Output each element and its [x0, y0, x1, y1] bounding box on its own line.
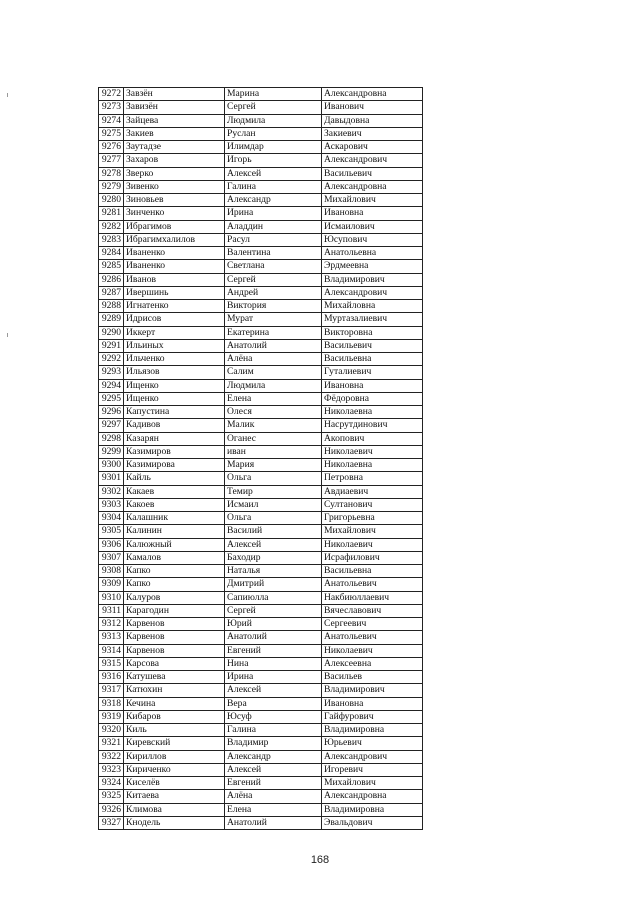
row-number-cell: 9299 — [99, 445, 124, 458]
patronymic-cell: Ивановна — [322, 207, 423, 220]
first-name-cell: Алёна — [225, 353, 322, 366]
first-name-cell: Нина — [225, 657, 322, 670]
patronymic-cell: Александровна — [322, 180, 423, 193]
row-number-cell: 9273 — [99, 101, 124, 114]
last-name-cell: Зинченко — [124, 207, 225, 220]
last-name-cell: Кириченко — [124, 763, 225, 776]
last-name-cell: Кибаров — [124, 710, 225, 723]
table-row — [99, 459, 423, 472]
last-name-cell: Ильязов — [124, 366, 225, 379]
table-row — [99, 167, 423, 180]
table-row — [99, 286, 423, 299]
patronymic-cell: Аскарович — [322, 141, 423, 154]
table-row — [99, 432, 423, 445]
last-name-cell: Кечина — [124, 697, 225, 710]
row-number-cell: 9310 — [99, 591, 124, 604]
last-name-cell: Иваненко — [124, 247, 225, 260]
table-row — [99, 790, 423, 803]
row-number-cell: 9304 — [99, 512, 124, 525]
table-row — [99, 472, 423, 485]
names-table — [98, 87, 423, 830]
table-row — [99, 750, 423, 763]
last-name-cell: Закиев — [124, 127, 225, 140]
patronymic-cell: Васильевич — [322, 339, 423, 352]
page-number: 168 — [310, 854, 330, 866]
last-name-cell: Капко — [124, 578, 225, 591]
first-name-cell: Анатолий — [225, 339, 322, 352]
table-row — [99, 445, 423, 458]
table-row — [99, 763, 423, 776]
first-name-cell: Сергей — [225, 101, 322, 114]
first-name-cell: Алексей — [225, 538, 322, 551]
patronymic-cell: Николаевна — [322, 406, 423, 419]
patronymic-cell: Петровна — [322, 472, 423, 485]
row-number-cell: 9324 — [99, 777, 124, 790]
table-row — [99, 538, 423, 551]
row-number-cell: 9293 — [99, 366, 124, 379]
table-row — [99, 485, 423, 498]
row-number-cell: 9276 — [99, 141, 124, 154]
last-name-cell: Ибрагимов — [124, 220, 225, 233]
patronymic-cell: Владимирович — [322, 273, 423, 286]
patronymic-cell: Эрдмеевна — [322, 260, 423, 273]
patronymic-cell: Николаевич — [322, 644, 423, 657]
last-name-cell: Китаева — [124, 790, 225, 803]
last-name-cell: Катюхин — [124, 684, 225, 697]
last-name-cell: Киль — [124, 724, 225, 737]
row-number-cell: 9303 — [99, 498, 124, 511]
patronymic-cell: Владимировна — [322, 724, 423, 737]
last-name-cell: Катушева — [124, 671, 225, 684]
patronymic-cell: Васильевич — [322, 167, 423, 180]
patronymic-cell: Эвальдович — [322, 816, 423, 829]
last-name-cell: Идрисов — [124, 313, 225, 326]
first-name-cell: Юсуф — [225, 710, 322, 723]
table-row — [99, 180, 423, 193]
patronymic-cell: Владимировна — [322, 803, 423, 816]
row-number-cell: 9313 — [99, 631, 124, 644]
table-row — [99, 207, 423, 220]
first-name-cell: Сергей — [225, 273, 322, 286]
row-number-cell: 9280 — [99, 194, 124, 207]
patronymic-cell: Анатольевич — [322, 578, 423, 591]
patronymic-cell: Авдиаевич — [322, 485, 423, 498]
table-row — [99, 512, 423, 525]
first-name-cell: Виктория — [225, 300, 322, 313]
row-number-cell: 9315 — [99, 657, 124, 670]
first-name-cell: Олеся — [225, 406, 322, 419]
first-name-cell: Исмаил — [225, 498, 322, 511]
table-row — [99, 101, 423, 114]
patronymic-cell: Насрутдинович — [322, 419, 423, 432]
first-name-cell: Игорь — [225, 154, 322, 167]
patronymic-cell: Анатольевна — [322, 247, 423, 260]
first-name-cell: Анатолий — [225, 631, 322, 644]
row-number-cell: 9286 — [99, 273, 124, 286]
last-name-cell: Карсова — [124, 657, 225, 670]
row-number-cell: 9309 — [99, 578, 124, 591]
table-row — [99, 127, 423, 140]
first-name-cell: Алексей — [225, 167, 322, 180]
first-name-cell: Алёна — [225, 790, 322, 803]
last-name-cell: Ильченко — [124, 353, 225, 366]
table-row — [99, 565, 423, 578]
table-row — [99, 803, 423, 816]
last-name-cell: Ищенко — [124, 379, 225, 392]
first-name-cell: Людмила — [225, 379, 322, 392]
last-name-cell: Капко — [124, 565, 225, 578]
table-row — [99, 379, 423, 392]
first-name-cell: Расул — [225, 233, 322, 246]
table-row — [99, 392, 423, 405]
first-name-cell: Ольга — [225, 512, 322, 525]
row-number-cell: 9281 — [99, 207, 124, 220]
row-number-cell: 9321 — [99, 737, 124, 750]
table-row — [99, 816, 423, 829]
row-number-cell: 9283 — [99, 233, 124, 246]
first-name-cell: Валентина — [225, 247, 322, 260]
patronymic-cell: Владимирович — [322, 684, 423, 697]
first-name-cell: Илимдар — [225, 141, 322, 154]
row-number-cell: 9275 — [99, 127, 124, 140]
patronymic-cell: Гайфурович — [322, 710, 423, 723]
row-number-cell: 9297 — [99, 419, 124, 432]
patronymic-cell: Николаевна — [322, 459, 423, 472]
table-row — [99, 591, 423, 604]
last-name-cell: Кириллов — [124, 750, 225, 763]
last-name-cell: Камалов — [124, 551, 225, 564]
row-number-cell: 9294 — [99, 379, 124, 392]
row-number-cell: 9325 — [99, 790, 124, 803]
row-number-cell: 9284 — [99, 247, 124, 260]
last-name-cell: Казарян — [124, 432, 225, 445]
table-row — [99, 220, 423, 233]
first-name-cell: Алексей — [225, 684, 322, 697]
table-row — [99, 525, 423, 538]
row-number-cell: 9311 — [99, 604, 124, 617]
row-number-cell: 9314 — [99, 644, 124, 657]
row-number-cell: 9307 — [99, 551, 124, 564]
first-name-cell: Василий — [225, 525, 322, 538]
first-name-cell: Анатолий — [225, 816, 322, 829]
first-name-cell: Евгений — [225, 777, 322, 790]
patronymic-cell: Султанович — [322, 498, 423, 511]
last-name-cell: Заутадзе — [124, 141, 225, 154]
patronymic-cell: Ивановна — [322, 379, 423, 392]
patronymic-cell: Вячеславович — [322, 604, 423, 617]
patronymic-cell: Васильев — [322, 671, 423, 684]
row-number-cell: 9323 — [99, 763, 124, 776]
first-name-cell: Мурат — [225, 313, 322, 326]
row-number-cell: 9305 — [99, 525, 124, 538]
table-row — [99, 697, 423, 710]
last-name-cell: Ивершинь — [124, 286, 225, 299]
row-number-cell: 9316 — [99, 671, 124, 684]
first-name-cell: Оганес — [225, 432, 322, 445]
table-row — [99, 777, 423, 790]
first-name-cell: Галина — [225, 180, 322, 193]
patronymic-cell: Сергеевич — [322, 618, 423, 631]
last-name-cell: Кнодель — [124, 816, 225, 829]
row-number-cell: 9298 — [99, 432, 124, 445]
row-number-cell: 9300 — [99, 459, 124, 472]
first-name-cell: Малик — [225, 419, 322, 432]
row-number-cell: 9274 — [99, 114, 124, 127]
table-row — [99, 671, 423, 684]
first-name-cell: Баходир — [225, 551, 322, 564]
first-name-cell: Владимир — [225, 737, 322, 750]
row-number-cell: 9272 — [99, 88, 124, 101]
row-number-cell: 9302 — [99, 485, 124, 498]
patronymic-cell: Михайлович — [322, 777, 423, 790]
row-number-cell: 9291 — [99, 339, 124, 352]
first-name-cell: Вера — [225, 697, 322, 710]
table-row — [99, 260, 423, 273]
table-row — [99, 604, 423, 617]
table-row — [99, 339, 423, 352]
last-name-cell: Калюжный — [124, 538, 225, 551]
row-number-cell: 9326 — [99, 803, 124, 816]
last-name-cell: Зиновьев — [124, 194, 225, 207]
row-number-cell: 9290 — [99, 326, 124, 339]
first-name-cell: Сапиюлла — [225, 591, 322, 604]
row-number-cell: 9279 — [99, 180, 124, 193]
last-name-cell: Зайцева — [124, 114, 225, 127]
patronymic-cell: Исмаилович — [322, 220, 423, 233]
last-name-cell: Иваненко — [124, 260, 225, 273]
row-number-cell: 9306 — [99, 538, 124, 551]
patronymic-cell: Фёдоровна — [322, 392, 423, 405]
first-name-cell: Елена — [225, 392, 322, 405]
last-name-cell: Зивенко — [124, 180, 225, 193]
patronymic-cell: Анатольевич — [322, 631, 423, 644]
row-number-cell: 9288 — [99, 300, 124, 313]
last-name-cell: Ильиных — [124, 339, 225, 352]
patronymic-cell: Михайловна — [322, 300, 423, 313]
row-number-cell: 9285 — [99, 260, 124, 273]
table-row — [99, 114, 423, 127]
patronymic-cell: Михайлович — [322, 194, 423, 207]
table-row — [99, 710, 423, 723]
table-row — [99, 724, 423, 737]
table-row — [99, 498, 423, 511]
last-name-cell: Карвенов — [124, 618, 225, 631]
patronymic-cell: Давыдовна — [322, 114, 423, 127]
last-name-cell: Казимирова — [124, 459, 225, 472]
last-name-cell: Карвенов — [124, 644, 225, 657]
first-name-cell: Сергей — [225, 604, 322, 617]
last-name-cell: Зверко — [124, 167, 225, 180]
row-number-cell: 9287 — [99, 286, 124, 299]
patronymic-cell: Муртазалиевич — [322, 313, 423, 326]
last-name-cell: Ибрагимхалилов — [124, 233, 225, 246]
patronymic-cell: Юсупович — [322, 233, 423, 246]
patronymic-cell: Александрович — [322, 750, 423, 763]
table-row — [99, 313, 423, 326]
patronymic-cell: Исрафилович — [322, 551, 423, 564]
table-row — [99, 419, 423, 432]
first-name-cell: Аладдин — [225, 220, 322, 233]
first-name-cell: Галина — [225, 724, 322, 737]
table-row — [99, 154, 423, 167]
scan-margin-mark — [7, 333, 8, 337]
first-name-cell: Салим — [225, 366, 322, 379]
last-name-cell: Калуров — [124, 591, 225, 604]
first-name-cell: Ирина — [225, 671, 322, 684]
row-number-cell: 9327 — [99, 816, 124, 829]
row-number-cell: 9320 — [99, 724, 124, 737]
table-row — [99, 657, 423, 670]
patronymic-cell: Гуталиевич — [322, 366, 423, 379]
first-name-cell: Мария — [225, 459, 322, 472]
table-row — [99, 631, 423, 644]
row-number-cell: 9289 — [99, 313, 124, 326]
scan-margin-mark — [7, 93, 8, 97]
last-name-cell: Кадивов — [124, 419, 225, 432]
table-row — [99, 737, 423, 750]
patronymic-cell: Александровна — [322, 790, 423, 803]
patronymic-cell: Акопович — [322, 432, 423, 445]
row-number-cell: 9301 — [99, 472, 124, 485]
last-name-cell: Завизён — [124, 101, 225, 114]
table-row — [99, 326, 423, 339]
patronymic-cell: Николаевич — [322, 445, 423, 458]
row-number-cell: 9278 — [99, 167, 124, 180]
row-number-cell: 9317 — [99, 684, 124, 697]
table-row — [99, 273, 423, 286]
last-name-cell: Казимиров — [124, 445, 225, 458]
first-name-cell: Евгений — [225, 644, 322, 657]
table-row — [99, 644, 423, 657]
first-name-cell: Александр — [225, 750, 322, 763]
patronymic-cell: Васильевна — [322, 353, 423, 366]
table-row — [99, 551, 423, 564]
row-number-cell: 9295 — [99, 392, 124, 405]
patronymic-cell: Григорьевна — [322, 512, 423, 525]
patronymic-cell: Игоревич — [322, 763, 423, 776]
first-name-cell: Елена — [225, 803, 322, 816]
first-name-cell: Юрий — [225, 618, 322, 631]
last-name-cell: Завзён — [124, 88, 225, 101]
table-row — [99, 300, 423, 313]
row-number-cell: 9318 — [99, 697, 124, 710]
last-name-cell: Иванов — [124, 273, 225, 286]
patronymic-cell: Закиевич — [322, 127, 423, 140]
first-name-cell: Людмила — [225, 114, 322, 127]
row-number-cell: 9296 — [99, 406, 124, 419]
last-name-cell: Ищенко — [124, 392, 225, 405]
last-name-cell: Карвенов — [124, 631, 225, 644]
last-name-cell: Кайль — [124, 472, 225, 485]
first-name-cell: Андрей — [225, 286, 322, 299]
first-name-cell: Ирина — [225, 207, 322, 220]
row-number-cell: 9277 — [99, 154, 124, 167]
last-name-cell: Какаев — [124, 485, 225, 498]
last-name-cell: Киревский — [124, 737, 225, 750]
row-number-cell: 9319 — [99, 710, 124, 723]
last-name-cell: Игнатенко — [124, 300, 225, 313]
first-name-cell: Алексей — [225, 763, 322, 776]
first-name-cell: Дмитрий — [225, 578, 322, 591]
first-name-cell: Александр — [225, 194, 322, 207]
first-name-cell: иван — [225, 445, 322, 458]
table-row — [99, 366, 423, 379]
row-number-cell: 9308 — [99, 565, 124, 578]
first-name-cell: Екатерина — [225, 326, 322, 339]
table-row — [99, 247, 423, 260]
patronymic-cell: Накбиюллаевич — [322, 591, 423, 604]
table-row — [99, 618, 423, 631]
patronymic-cell: Викторовна — [322, 326, 423, 339]
table-row — [99, 194, 423, 207]
table-row — [99, 578, 423, 591]
patronymic-cell: Александрович — [322, 154, 423, 167]
patronymic-cell: Михайлович — [322, 525, 423, 538]
patronymic-cell: Александровна — [322, 88, 423, 101]
patronymic-cell: Александрович — [322, 286, 423, 299]
patronymic-cell: Юрьевич — [322, 737, 423, 750]
first-name-cell: Ольга — [225, 472, 322, 485]
row-number-cell: 9322 — [99, 750, 124, 763]
patronymic-cell: Васильевна — [322, 565, 423, 578]
table-row — [99, 233, 423, 246]
names-table-body — [99, 88, 423, 830]
patronymic-cell: Алексеевна — [322, 657, 423, 670]
last-name-cell: Капустина — [124, 406, 225, 419]
row-number-cell: 9292 — [99, 353, 124, 366]
table-row — [99, 353, 423, 366]
patronymic-cell: Ивановна — [322, 697, 423, 710]
last-name-cell: Захаров — [124, 154, 225, 167]
first-name-cell: Наталья — [225, 565, 322, 578]
table-row — [99, 141, 423, 154]
last-name-cell: Карагодин — [124, 604, 225, 617]
table-row — [99, 88, 423, 101]
table-row — [99, 406, 423, 419]
row-number-cell: 9312 — [99, 618, 124, 631]
first-name-cell: Светлана — [225, 260, 322, 273]
row-number-cell: 9282 — [99, 220, 124, 233]
table-row — [99, 684, 423, 697]
first-name-cell: Темир — [225, 485, 322, 498]
last-name-cell: Калашник — [124, 512, 225, 525]
patronymic-cell: Иванович — [322, 101, 423, 114]
last-name-cell: Какоев — [124, 498, 225, 511]
first-name-cell: Марина — [225, 88, 322, 101]
last-name-cell: Иккерт — [124, 326, 225, 339]
first-name-cell: Руслан — [225, 127, 322, 140]
patronymic-cell: Николаевич — [322, 538, 423, 551]
last-name-cell: Киселёв — [124, 777, 225, 790]
last-name-cell: Климова — [124, 803, 225, 816]
last-name-cell: Калинин — [124, 525, 225, 538]
